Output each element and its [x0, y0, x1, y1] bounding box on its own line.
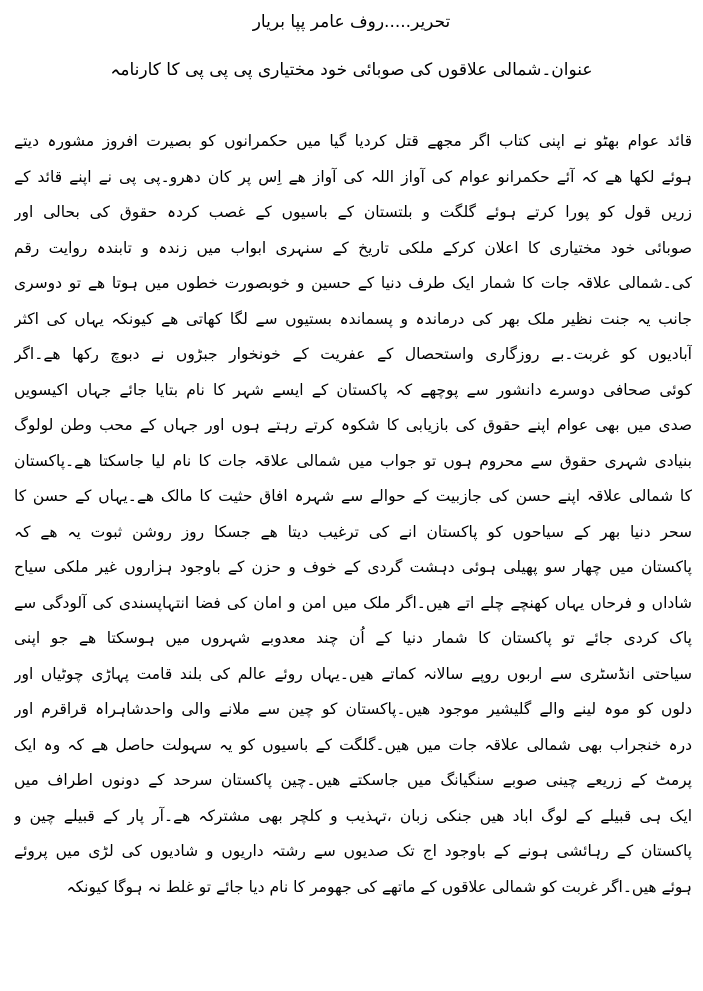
paragraph-line: کا شمالی علاقہ اپنے حسن کی جازبیت کے حوالے سے شہرہ افاق حثیت کا مالک ھے۔یہاں کے حسن کا: [14, 487, 692, 505]
article-title: عنوان۔شمالی علاقوں کی صوبائی خود مختیاری پی پی پی کا کارنامہ: [110, 60, 593, 80]
paragraph-line: کی۔شمالی علاقہ جات کا شمار ایک طرف دنیا کے حسین و خوبصورت خطوں میں ہوتا ھے تو دوسری: [14, 274, 692, 292]
paragraph-line: کوئی صحافی دوسرے دانشور سے پوچھے کہ پاکستان کے ایسے شہر کا نام بتایا جائے جہاں اکیسویں: [14, 380, 692, 399]
paragraph-line: پاک کردی جائے تو پاکستان کا شمار دنیا کے اُن چند معدوبے شہروں میں ہوسکتا ھے جو اپنی: [14, 629, 692, 647]
paragraph-line: شاداں و فرحاں یہاں کھنچے چلے اتے ھیں۔اگر ملک میں امن و امان کی فضا انتہاپسندی کی آلودگی سے: [14, 593, 692, 612]
paragraph-line: جانب یہ جنت نظیر ملک بھر کی درماندہ و پسماندہ بستیوں سے لگا کھاتی ھے کیونکہ یہاں کی اکثر: [14, 309, 692, 328]
paragraph-line: پاکستان میں چھار سو پھیلی ہوئی دہشت گردی کے خوف و حزن کے باوجود ہزاروں غیر ملکی سیاح: [14, 558, 692, 576]
paragraph-line: پاکستان کے رہائشی ہونے کے باوجود اج تک صدیوں سے رشتہ داریوں و شادیوں کی لڑی میں پروئے: [14, 842, 692, 860]
paragraph-line: صوبائی خود مختیاری کا اعلان کرکے ملکی تاریخ کے سنہری ابواب میں زندہ و تابندہ روایت رقم: [14, 238, 692, 257]
paragraph-line: آبادیوں کو غربت۔بے روزگاری واستحصال کے عفریت کے خونخوار جبڑوں نے دبوچ رکھا ھے۔اگر: [14, 345, 692, 363]
article-body: [14, 124, 692, 905]
paragraph-line: دلوں کو موہ لینے والے گلیشیر موجود ھیں۔پاکستان کو چین سے ملانے والی واحدشاہراہ قراقرم اور: [14, 700, 692, 718]
paragraph-line: زریں قول کو پورا کرتے ہوئے گلگت و بلتستان کے باسیوں کے غصب کردہ حقوق کی بحالی اور: [14, 203, 692, 221]
paragraph-line: درہ خنجراب بھی شمالی علاقہ جات میں ھیں۔گلگت کے باسیوں کو یہ سہولت حاصل ھے کہ وہ ایک: [14, 735, 692, 754]
paragraph-line: قائد عوام بھٹو نے اپنی کتاب اگر مجھے قتل کردیا گیا میں حکمرانوں کو بصیرت افروز مشورہ دیتے: [14, 132, 692, 150]
paragraph-line: بنیادی شہری حقوق سے محروم ہوں تو جواب میں شمالی علاقہ جات کا نام لیا جاسکتا ھے۔پاکستان: [14, 451, 692, 470]
paragraph-line: ہوئے ھیں۔اگر غربت کو شمالی علاقوں کے ماتھے کی جھومر کا نام دیا جائے تو غلط نہ ہوگا کیونکہ: [66, 877, 692, 896]
paragraph-line: ایک ہی قبیلے کے لوگ اباد ھیں جنکی زبان ،تہذیب و کلچر بھی مشترکہ ھے۔آر پار کے قبیلے چین و: [14, 806, 692, 825]
paragraph-line: صدی میں بھی عوام اپنے حقوق کی بازیابی کا شکوہ کرتے رہتے ہوں اور جہاں کے محب وطن لولوگ: [14, 416, 692, 434]
paragraph-line: سحر دنیا بھر کے سیاحوں کو پاکستان انے کی ترغیب دیتا ھے جسکا روز روشن ثبوت یہ ھے کہ: [14, 522, 692, 541]
paragraph-line: پرمٹ کے زریعے چینی صوبے سنگیانگ میں جاسکتے ھیں۔چین پاکستان سرحد کے دونوں اطراف میں: [14, 771, 692, 789]
paragraph-line: ہوئے لکھا ھے کہ آئے حکمرانو عوام کی آواز اللہ کی آواز ھے اِس پر کان دھرو۔پی پی نے اپنے قائد کے: [14, 167, 692, 186]
author-line: تحریر.....روف عامر پپا بریار: [252, 12, 451, 32]
paragraph-line: سیاحتی انڈسٹری سے اربوں روپے سالانہ کماتے ھیں۔یہاں روئے عالم کی بلند قامت پہاڑی چوٹیاں اور: [14, 664, 692, 683]
